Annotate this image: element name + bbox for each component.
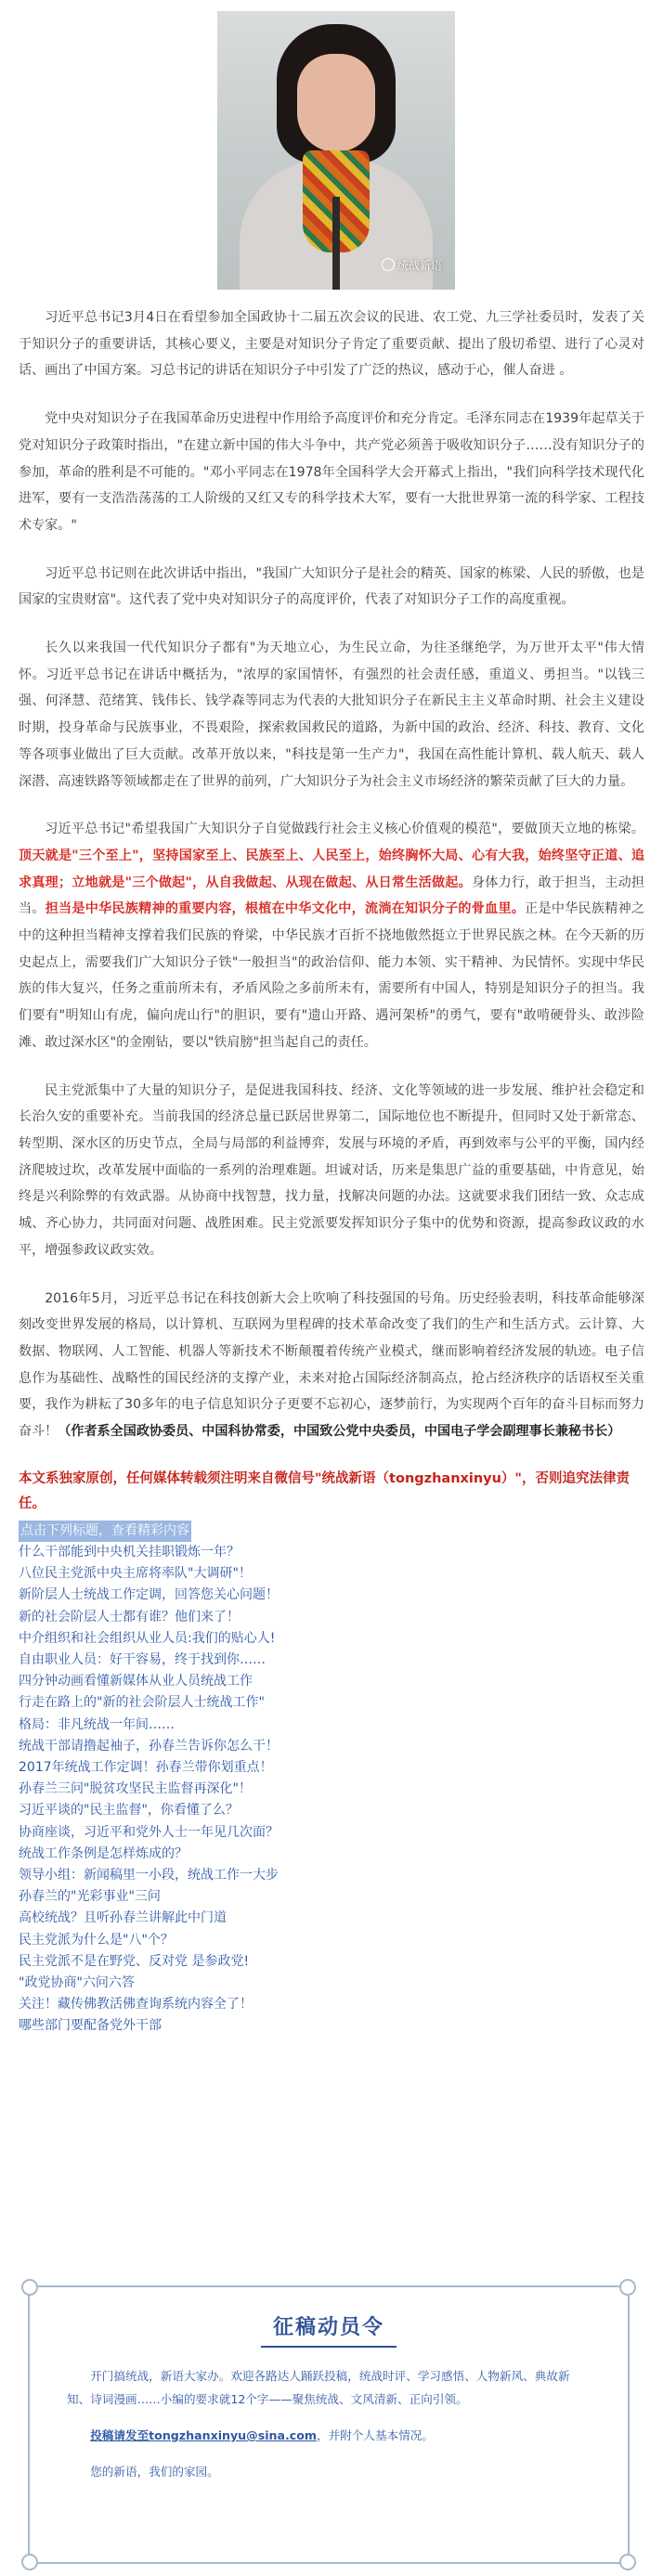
paragraph-5-lead: 习近平总书记"希望我国广大知识分子自觉做践行社会主义核心价值观的模范"，要做顶天立地的栋梁。 xyxy=(45,822,644,837)
submission-call-card xyxy=(28,2285,630,2564)
watermark-icon xyxy=(382,258,395,271)
emphasis-text: 担当是中华民族精神的重要内容，根植在中华文化中，流淌在知识分子的骨血里。 xyxy=(45,901,526,917)
related-link[interactable]: 统战工作条例是怎样炼成的？ xyxy=(19,1845,188,1861)
related-link[interactable]: 关注！藏传佛教活佛查询系统内容全了！ xyxy=(19,1997,253,2013)
paragraph-3: 习近平总书记则在此次讲话中指出，"我国广大知识分子是社会的精英、国家的栋梁、人民的骄傲，也是国家的宝贵财富"。这代表了党中央对知识分子的高度评价，代表了对知识分子工作的高度重视。 xyxy=(19,565,644,608)
card-intro: 开门搞统战，新语大家办。欢迎各路达人踊跃投稿，统战时评、学习感悟、人物新风、典故新知、诗词漫画……小编的要求就12个字——聚焦统战、文风清新、正向引领。 xyxy=(67,2369,570,2406)
related-link[interactable]: 民主党派不是在野党、反对党 是参政党! xyxy=(19,1953,250,1969)
related-link[interactable]: 孙春兰的"光彩事业"三问 xyxy=(19,1889,161,1905)
card-closing: 您的新语，我们的家园。 xyxy=(90,2465,219,2479)
paragraph-7-text: 2016年5月，习近平总书记在科技创新大会上吹响了科技强国的号角。历史经验表明，科技革命能够深刻改变世界发展的格局，以计算机、互联网为里程碑的技术革命改变了我们的生产和生活方式。云计算、大数据、物联网、人工智能、机器人等新技术不断颠覆着传统产业模式，继而影响着经济发展的轨迹。电子信息作为基础性、战略性的国民经济的支撑产业，未来对抢占国际经济制高点，抢占经济秩序的话语权至关重要，我作为耕耘了30多年的电子信息知识分子更要不忘初心，逐梦前行，为实现两个百年的奋斗目标而努力奋斗！ xyxy=(19,1290,644,1440)
card-corner xyxy=(619,2279,636,2296)
related-link[interactable]: 新阶层人士统战工作定调，回答您关心问题！ xyxy=(19,1587,279,1603)
related-links-header[interactable]: 点击下列标题，查看精彩内容 xyxy=(19,1521,191,1542)
photo-watermark: 统战新语 xyxy=(382,257,442,273)
card-title-underline xyxy=(261,2346,396,2348)
related-link[interactable]: 什么干部能到中央机关挂职锻炼一年？ xyxy=(19,1544,240,1560)
related-link[interactable]: 新的社会阶层人士都有谁？他们来了！ xyxy=(19,1609,240,1625)
related-link[interactable]: 2017年统战工作定调！孙春兰带你划重点！ xyxy=(19,1759,273,1775)
paragraph-5-mid: 身体力行，敢于担当，主动担当。 xyxy=(19,874,644,917)
related-link[interactable]: 哪些部门要配备党外干部 xyxy=(19,2018,162,2034)
related-link[interactable]: 习近平谈的"民主监督"，你看懂了么？ xyxy=(19,1803,239,1819)
card-corner xyxy=(21,2279,38,2296)
author-bio: （作者系全国政协委员、中国科协常委，中国致公党中央委员，中国电子学会副理事长兼秘书长） xyxy=(58,1424,621,1440)
copyright-notice: 本文系独家原创，任何媒体转载须注明来自微信号"统战新语（tongzhanxinyu）"，否则追究法律责任。 xyxy=(19,1470,630,1511)
card-corner xyxy=(619,2554,636,2570)
related-link[interactable]: 自由职业人员：好干容易，终于找到你…… xyxy=(19,1651,266,1667)
emphasis-text: 顶天就是"三个至上"，坚持国家至上、民族至上、人民至上，始终胸怀大局、心有大我，始终坚守正道、追求真理；立地就是"三个做起"，从自我做起、从现在做起、从日常生活做起。 xyxy=(19,848,644,890)
microphone-icon xyxy=(332,197,340,290)
related-link[interactable]: 八位民主党派中央主席将率队"大调研"！ xyxy=(19,1566,252,1582)
related-link[interactable]: 民主党派为什么是"八"个？ xyxy=(19,1932,174,1948)
submission-email-link[interactable]: 投稿请发至tongzhanxinyu@sina.com xyxy=(90,2428,318,2442)
paragraph-5-tail: 正是中华民族精神之中的这种担当精神支撑着我们民族的脊梁，中华民族才百折不挠地傲然挺立于世界民族之林。在今天新的历史起点上，需要我们广大知识分子铁"一般担当"的政治信仰、能力本领、实干精神、为民情怀。实现中华民族的伟大复兴，任务之重前所未有，矛盾风险之多前所未有，需要所有中国人，特别是知识分子的担当。我们要有"明知山有虎，偏向虎山行"的胆识，要有"遗山开路、遇河架桥"的勇气，要有"敢啃硬骨头、敢涉险滩、敢过深水区"的金刚钻，要以"铁肩膀"担当起自己的责任。 xyxy=(19,901,645,1050)
photo-face xyxy=(297,54,375,152)
related-link[interactable]: 四分钟动画看懂新媒体从业人员统战工作 xyxy=(19,1674,253,1689)
related-link[interactable]: 格局：非凡统战一年间…… xyxy=(19,1716,175,1732)
paragraph-6: 民主党派集中了大量的知识分子，是促进我国科技、经济、文化等领域的进一步发展、维护社会稳定和长治久安的重要补充。当前我国的经济总量已跃居世界第二，国际地位也不断提升，但同时又处于新常态、转型期、深水区的历史节点，全局与局部的利益博弈，发展与环境的矛盾，再到效率与公平的平衡，国内经济爬坡过坎，改革发展中面临的一系列的治理难题。坦诚对话，历来是集思广益的重要基础，中肯意见，始终是兴利除弊的有效武器。从协商中找智慧，找力量，找解决问题的办法。这就要求我们团结一致、众志成城、齐心协力，共同面对问题、战胜困难。民主党派要发挥知识分子集中的优势和资源，提高参政议政的水平，增强参政议政实效。 xyxy=(19,1082,644,1258)
card-submission-info xyxy=(67,2424,591,2447)
related-link[interactable]: 领导小组：新闻稿里一小段，统战工作一大步 xyxy=(19,1867,279,1883)
related-links-list xyxy=(19,1521,644,2038)
related-link[interactable]: 中介组织和社会组织从业人员:我们的贴心人! xyxy=(19,1630,276,1646)
related-link[interactable]: 高校统战？且听孙春兰讲解此中门道 xyxy=(19,1910,227,1926)
related-link[interactable]: 行走在路上的"新的社会阶层人士统战工作" xyxy=(19,1695,265,1711)
paragraph-7 xyxy=(19,1286,644,1445)
card-submission-rest: ，并附个人基本情况。 xyxy=(317,2428,434,2442)
article-body xyxy=(19,304,644,2038)
card-title: 征稿动员令 xyxy=(272,2316,384,2339)
related-link[interactable]: 协商座谈，习近平和党外人士一年见几次面？ xyxy=(19,1824,279,1840)
paragraph-4: 长久以来我国一代代知识分子都有"为天地立心，为生民立命，为往圣继绝学，为万世开太平"伟大情怀。习近平总书记在讲话中概括为，"浓厚的家国情怀，有强烈的社会责任感，重道义、勇担当。"以钱三强、何泽慧、范绪箕、钱伟长、钱学森等同志为代表的大批知识分子在新民主主义革命时期、社会主义建设时期，投身革命与民族事业，不畏艰险，探索救国救民的道路，为新中国的政治、经济、科技、教育、文化等各项事业做出了巨大贡献。改革开放以来，"科技是第一生产力"，我国在高性能计算机、载人航天、载人深潜、高速铁路等领域都走在了世界的前列，广大知识分子为社会主义市场经济的繁荣贡献了巨大的力量。 xyxy=(19,641,644,789)
portrait-photo xyxy=(217,11,455,290)
card-body xyxy=(30,2364,628,2483)
related-link[interactable]: 统战干部请撸起袖子，孙春兰告诉你怎么干！ xyxy=(19,1738,279,1754)
card-corner xyxy=(21,2554,38,2570)
paragraph-2: 党中央对知识分子在我国革命历史进程中作用给予高度评价和充分肯定。毛泽东同志在1939年起草关于党对知识分子政策时指出，"在建立新中国的伟大斗争中，共产党必须善于吸收知识分子……没有知识分子的参加，革命的胜利是不可能的。"邓小平同志在1978年全国科学大会开幕式上指出，"我们向科学技术现代化进军，要有一支浩浩荡荡的工人阶级的又红又专的科学技术大军，要有一大批世界第一流的科学家、工程技术专家。" xyxy=(19,411,644,533)
paragraph-1: 习近平总书记3月4日在看望参加全国政协十二届五次会议的民进、农工党、九三学社委员时，发表了关于知识分子的重要讲话，其核心要义，主要是对知识分子肯定了重要贡献、提出了殷切希望、进行了心灵对话、画出了中国方案。习总书记的讲话在知识分子中引发了广泛的热议，感动于心，催人奋进 。 xyxy=(19,310,644,379)
related-link[interactable]: 孙春兰三问"脱贫攻坚民主监督再深化"！ xyxy=(19,1781,252,1797)
related-link[interactable]: "政党协商"六问六答 xyxy=(19,1974,135,1990)
paragraph-5 xyxy=(19,816,644,1055)
